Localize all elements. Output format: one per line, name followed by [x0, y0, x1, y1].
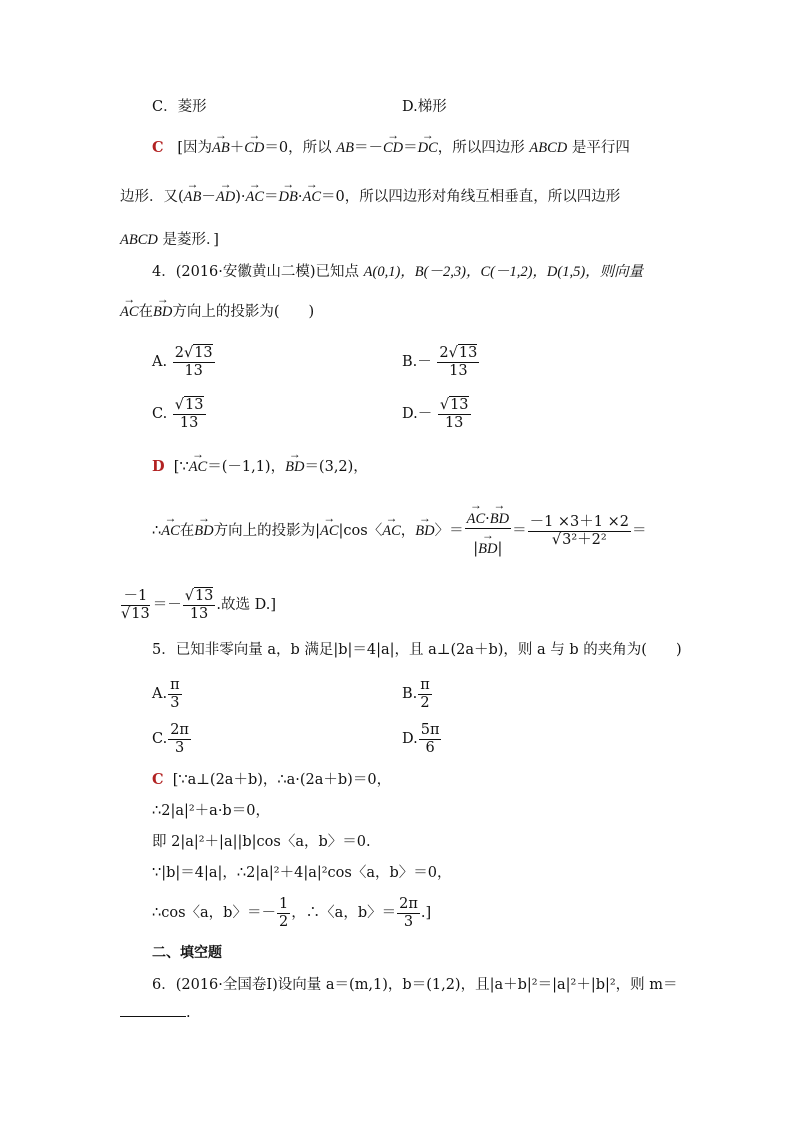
q5-stem: 5．已知非零向量 a，b 满足|b|＝4|a|，且 a⊥(2a＋b)，则 a 与 b 的夹角为( )	[152, 642, 682, 658]
q6-answer-blank[interactable]	[120, 1016, 186, 1017]
q4-stem-line1: 4．(2016·安徽黄山二模)已知点 A(0,1)，B(－2,3)，C(－1,2)，D(1,5)，则向量	[152, 264, 644, 280]
q3-option-d: D.梯形	[402, 99, 447, 115]
q5-solution-line1: C [∵a⊥(2a＋b)，∴a·(2a＋b)＝0，	[152, 771, 392, 788]
q4-option-d: D.－ $\frac{√13}{13}$	[402, 397, 469, 431]
q3-solution-line1: C [因为→ AB＋→ CD＝0，所以 AB＝－→ CD＝→ DC，所以四边形 ABCD 是平行四	[152, 141, 630, 156]
q5-option-a: A. $\frac{\pi}{3}$	[152, 677, 180, 711]
q3-option-c: C．菱形	[152, 99, 207, 115]
q5-option-b: B. $\frac{\pi}{2}$	[402, 677, 430, 711]
q4-option-c: C. $\frac{√13}{13}$	[152, 397, 204, 431]
q6-stem: 6．(2016·全国卷Ⅰ)设向量 a＝(m,1)，b＝(1,2)，且|a＋b|²＝|a|²＋|b|²，则 m＝	[152, 977, 678, 993]
q5-answer-letter: C	[152, 771, 164, 788]
q4-solution-line3: $\frac{-1}{√13}$ ＝－ $\frac{√13}{13}$ .故选 D.]	[121, 588, 276, 622]
q3-solution-line2: 边形．又(→ AB－→ AD)·→ AC＝→ DB·→ AC＝0，所以四边形对角线互相垂直，所以四边形	[120, 190, 620, 205]
q4-option-b: B.－ $\frac{2√13}{13}$	[402, 345, 478, 379]
section-heading: 二、填空题	[152, 945, 222, 961]
q4-option-a: A. $\frac{2√13}{13}$	[152, 345, 213, 379]
q4-solution-line2: ∴→ AC在→ BD方向上的投影为|→ AC|cos〈→ AC，→ BD〉＝ → $\frac{AC\cdot\to BD}{|\to BD|}$ ＝ $\frac{-1 \times 3+1 \times 2}{\text{√3²＋2²}}$ ＝	[152, 505, 647, 557]
q5-solution-line3: 即 2|a|²＋|a||b|cos〈a，b〉＝0.	[152, 834, 371, 850]
q5-option-c: C. $\frac{2\pi}{3}$	[152, 722, 189, 756]
q5-solution-line2: ∴2|a|²＋a·b＝0，	[152, 803, 270, 819]
q5-solution-line5: ∴cos〈a，b〉＝－ $\frac{1}{2}$ ，∴〈a，b〉＝ $\frac{2\pi}{3}$ .]	[152, 896, 432, 930]
q5-option-d: D. $\frac{5\pi}{6}$	[402, 722, 440, 756]
q6-answer-line: .	[120, 1006, 191, 1021]
q4-answer-letter: D	[152, 458, 165, 475]
q4-solution-line1: D [∵→ AC＝(－1,1)，→ BD＝(3,2)，	[152, 460, 368, 475]
q3-solution-line3: ABCD 是菱形．]	[120, 232, 219, 248]
q4-stem-line2: → AC在→ BD方向上的投影为( )	[120, 305, 314, 320]
q3-answer-letter: C	[152, 139, 164, 156]
q5-solution-line4: ∵|b|＝4|a|，∴2|a|²＋4|a|²cos〈a，b〉＝0，	[152, 865, 452, 881]
